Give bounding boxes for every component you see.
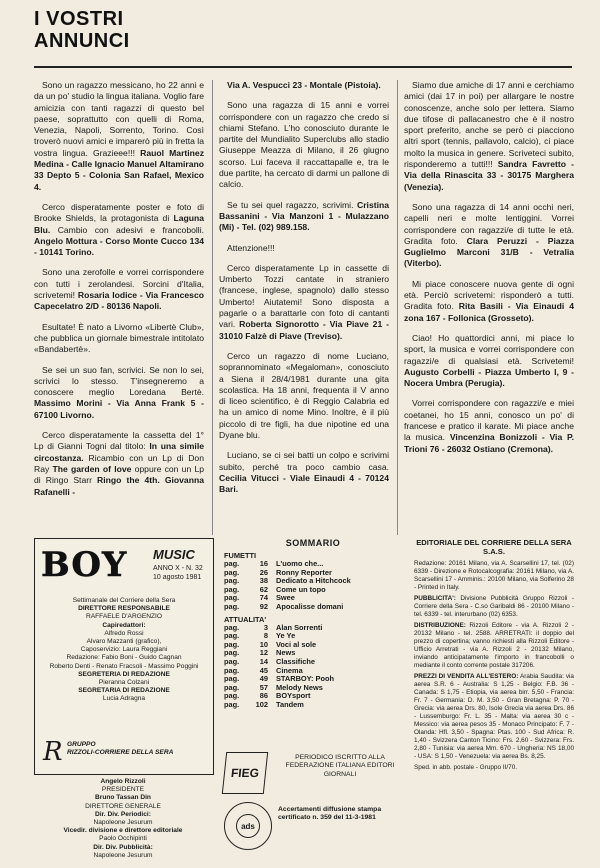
sommario-pag: pag. bbox=[224, 601, 240, 611]
ad-contact: Ringo the 4th. Giovanna Rafanelli - bbox=[34, 475, 204, 497]
ad-contact: Cristina Bassanini - Via Manzoni 1 - Mulazzano (Mi) - Tel. (02) 989.158. bbox=[219, 199, 389, 233]
sommario-page-number: 57 bbox=[259, 682, 268, 692]
sommario-list bbox=[224, 551, 402, 710]
sommario-page-number: 62 bbox=[259, 584, 268, 594]
ad-text: oppure con un Lp di Ringo Starr bbox=[34, 463, 204, 486]
sommario-entry-title: STARBOY: Pooh bbox=[276, 674, 335, 684]
ad-paragraph bbox=[34, 202, 204, 258]
management-line: Napoleone Jesurum bbox=[93, 819, 153, 827]
sommario-pag: pag. bbox=[224, 665, 240, 675]
ad-contact: In una simile circostanza. bbox=[34, 441, 204, 463]
sommario-page-number: 12 bbox=[259, 648, 268, 658]
fieg-notice: PERIODICO ISCRITTO ALLA FEDERAZIONE ITALIANA EDITORI GIORNALI bbox=[285, 754, 395, 778]
sommario-pag: pag. bbox=[224, 559, 240, 568]
sommario-entry-title: Voci al sole bbox=[276, 639, 317, 649]
ad-text: Sono una ragazza di 14 anni occhi neri, capelli neri e molte lentiggini. Vorrei corrispondere con ragazzi/e di tutte le età. Gradita foto. bbox=[404, 201, 574, 246]
sommario-entry-title: Swee bbox=[276, 593, 295, 603]
ad-paragraph bbox=[34, 80, 204, 193]
sommario-pag: pag. bbox=[224, 639, 240, 649]
sommario-page-number: 49 bbox=[259, 674, 268, 684]
editoriale-text: Arabia Saudita: via aerea S.R. 6 - Australia: S 1,25 - Belgio: F.B. 36 - Canada: S 1,75 - Etiopia, via aerea birr. 5,50 - Francia: Fr. 7 - Germania: D. M. 3,50 - Gran Bretagna: P. 70 - Grecia: via aerea Drs. 80, Isole Grecia via aerea Drs. 86 - Lussemburgo: Fr. L. 35 - Malta: via aerea 30 c - Messico: via aerea pesos 35 - Monaco Principato: F. 7 - Olanda: Hfl. 3,50 - Spagna: Ptas. 100 - Sud Africa: R. 1,40 - Svizzera Canton Ticino: Frs. 2,60 - Svizzera: Frs. 2,80 - Tunisia: via aerea Mm. 670 - Ungheria: NS 18,00 - USA: S 1,50 - Venezuela: via aerea Bs. 8,25. bbox=[414, 673, 574, 760]
staff-line: Alfredo Rossi bbox=[104, 629, 144, 637]
editoriale-text: Divisione Pubblicità Gruppo Rizzoli - Corriere della Sera - C.so Garibaldi 86 - 20100 Milano - tel. 6339 - tel. interurbano (02) 6353. bbox=[414, 595, 574, 618]
music-logo: MUSIC bbox=[153, 547, 195, 562]
ad-paragraph bbox=[404, 80, 574, 193]
sommario-row bbox=[224, 586, 402, 595]
masthead-section bbox=[34, 538, 574, 858]
ad-contact: Sandra Favretto - Via della Rinascita 33 - 30175 Marghera (Venezia). bbox=[404, 159, 574, 192]
management-line: Dir. Div. Periodici: bbox=[95, 810, 151, 818]
sommario-entry-title: News bbox=[276, 648, 296, 658]
sommario-entry-title: Ronny Reporter bbox=[276, 567, 332, 577]
sommario-pag: pag. bbox=[224, 691, 240, 701]
staff-line: DIRETTORE RESPONSABILE bbox=[78, 605, 170, 613]
top-divider bbox=[34, 66, 572, 68]
ad-text: Sono un ragazzo messicano, ho 22 anni e da un po' studio la lingua italiana. Voglio fare amicizia con tanti ragazzi di questo bel paese, soprattutto con quelli di Roma, Venezia, Napoli, Sorrento, Torino. Così troverò nuovi amici e imparerò più in fretta la vostra lingua. Grazieee!!! bbox=[34, 80, 204, 158]
ad-text: Cerco disperatamente poster e foto di Brooke Shields, la protagonista di bbox=[34, 201, 204, 224]
ad-text: Cambio con adesivi e francobolli. bbox=[57, 224, 205, 235]
sommario-row bbox=[224, 692, 402, 701]
page-title-line1: I VOSTRI bbox=[34, 8, 124, 30]
sommario-pag: pag. bbox=[224, 674, 240, 684]
sommario-page-number: 38 bbox=[259, 576, 268, 586]
ad-text: Ciao! Ho quattordici anni, mi piace lo sport, la musica e vorrei corrispondere con ragazzi/e di qualsiasi età. Scrivetemi! bbox=[404, 332, 574, 366]
sommario-entry-title: Come un topo bbox=[276, 584, 326, 594]
editoriale-info bbox=[414, 538, 574, 775]
ad-contact: Laguna Blu. bbox=[34, 213, 205, 235]
staff-line: Redazione: Fabio Boni - Guido Cagnan bbox=[66, 654, 182, 662]
sommario-entry-title: Ye Ye bbox=[276, 631, 296, 641]
ad-contact: Rauol Martinez Medina - Calle Ignacio Manuel Altamirano 33 Depto 5 - Colonia San Rafael, Mexico 4. bbox=[34, 147, 204, 192]
sommario-entry-title: Apocalisse domani bbox=[276, 601, 344, 611]
editoriale-paragraphs bbox=[414, 560, 574, 772]
ad-paragraph bbox=[404, 398, 574, 454]
page-title-line2: ANNUNCI bbox=[34, 30, 130, 52]
sommario-page-number: 3 bbox=[263, 622, 268, 632]
management-line: Angelo Rizzoli bbox=[100, 778, 146, 785]
ads-seal bbox=[224, 802, 272, 850]
ad-text: Attenzione!!! bbox=[227, 242, 275, 253]
sommario-row bbox=[224, 603, 402, 612]
sommario-entry-title: Melody News bbox=[276, 682, 323, 692]
ad-paragraph bbox=[404, 279, 574, 324]
sommario-title: SOMMARIO bbox=[285, 538, 341, 548]
ad-paragraph bbox=[34, 365, 204, 421]
management-line: Paolo Occhipinti bbox=[99, 835, 147, 843]
sommario-row bbox=[224, 641, 402, 650]
ad-contact: Vincenzina Bonizzoli - Via P. Trioni 76 - 26032 Ostiano (Cremona). bbox=[404, 432, 575, 454]
management-line: Bruno Tassan Din bbox=[95, 794, 151, 802]
ad-text: Vorrei corrispondere con ragazzi/e e miei coetanei, ho 15 anni, conosco un po' di francese e pratico il karate. Mi piace anche la musica. bbox=[404, 398, 574, 443]
gruppo-text bbox=[67, 741, 173, 757]
sommario-entry-title: Tandem bbox=[276, 699, 304, 709]
sommario-section-title: ATTUALITA' bbox=[224, 614, 267, 624]
management-line: Vicedir. divisione e direttore editoriale bbox=[63, 827, 183, 835]
staff-line: SEGRETARIA DI REDAZIONE bbox=[78, 687, 170, 695]
sommario-pag: pag. bbox=[224, 622, 240, 632]
management-line: Napoleone Jesurum bbox=[93, 851, 153, 859]
sommario-entry-title: L'uomo che... bbox=[276, 559, 324, 568]
staff-line: RAFFAELE D'ARGENZIO bbox=[85, 613, 162, 621]
gruppo-rizzoli-logo bbox=[41, 739, 207, 765]
ads-seal-inner: ads bbox=[236, 814, 260, 838]
ad-contact: Rita Basili - Via Einaudi 4 zona 167 - Follonica (Grosseto). bbox=[404, 301, 575, 323]
ad-paragraph bbox=[404, 333, 574, 389]
staff-line: SEGRETERIA DI REDAZIONE bbox=[78, 670, 170, 678]
editoriale-label: PREZZI DI VENDITA ALL'ESTERO: bbox=[414, 673, 519, 680]
gruppo-line2: RIZZOLI-CORRIERE DELLA SERA bbox=[67, 749, 174, 756]
ad-text: Mi piace conoscere nuova gente di ogni età. Perciò scrivetemi: risponderò a tutti. Gradita foto. bbox=[404, 278, 574, 312]
ad-text: Cerco disperatamente la cassetta del 1° Lp di Gianni Togni dal titolo: bbox=[34, 430, 204, 452]
sommario-entry-title: Classifiche bbox=[276, 656, 316, 666]
ad-text: Ricambio con un Lp di Don Ray bbox=[34, 452, 204, 474]
sommario-page-number: 14 bbox=[259, 656, 268, 666]
ad-paragraph bbox=[219, 80, 389, 91]
ad-contact: Via A. Vespucci 23 - Montale (Pistoia). bbox=[227, 80, 381, 90]
ad-contact: Clara Peruzzi - Piazza Guglielmo Marconi 31/B - Vetralia (Viterbo). bbox=[404, 235, 574, 269]
sommario-pag: pag. bbox=[224, 648, 240, 658]
fieg-logo: FIEG bbox=[222, 752, 268, 794]
editoriale-paragraph bbox=[414, 595, 574, 619]
sommario-page-number: 45 bbox=[259, 665, 268, 675]
editoriale-label: PUBBLICITA': bbox=[414, 595, 456, 602]
sommario-pag: pag. bbox=[224, 567, 240, 577]
editoriale-text: Sped. in abb. postale - Gruppo II/70. bbox=[414, 764, 518, 771]
ad-paragraph bbox=[34, 267, 204, 312]
ad-paragraph bbox=[219, 200, 389, 234]
issue-info bbox=[153, 564, 203, 582]
column-3 bbox=[404, 80, 574, 464]
editoriale-text: Rizzoli Editore - via A. Rizzoli 2 - 20132 Milano - tel. 2588. ARRETRATI: il doppio del prezzo di copertina; vanno richiesti alla Rizzoli Editore - Ufficio Arretrati - via A. Rizzoli 2 - 20132 Milano, inviando anticipatamente l'importo in francobolli o mediante il conto corrente postale 317206. bbox=[414, 622, 574, 669]
sommario-row bbox=[224, 684, 402, 693]
editoriale-text: Redazione: 20161 Milano, via A. Scarsellini 17, tel. (02) 6339 - Direzione e Rotocalcografia: 20161 Milano, via A. Scarsellini 17 - Amminis.: 20100 Milano, via Solferino 28 - Printed in Italy. bbox=[414, 560, 574, 591]
editoriale-paragraph bbox=[414, 673, 574, 761]
ad-text: Cerco un ragazzo di nome Luciano, soprannominato «Megaloman», conosciuto a Siena il 28/4/1981 durante una gita scolastica. Ha 18 anni, frequenta il V anno di liceo scientifico, è di Reggio Calabria ed ha un amico di nome Mino. Inoltre, è il più piccolo di tre figli, ha due nipotine ed una Dyane blu. bbox=[219, 350, 389, 441]
management-line: DIRETTORE GENERALE bbox=[85, 802, 161, 810]
management-line: Dir. Div. Pubblicità: bbox=[93, 843, 153, 851]
editoriale-title: EDITORIALE DEL CORRIERE DELLA SERA S.A.S. bbox=[416, 538, 572, 556]
sommario-pag: pag. bbox=[224, 699, 240, 709]
sommario-pag: pag. bbox=[224, 682, 240, 692]
page-title bbox=[34, 8, 234, 52]
staff-line: Capiredattori: bbox=[102, 621, 146, 629]
staff-line: Caposervizio: Laura Reggiani bbox=[80, 646, 168, 654]
sommario-pag: pag. bbox=[224, 631, 240, 641]
column-2 bbox=[219, 80, 389, 505]
staff-line: Alvaro Mazzanti (grafico), bbox=[86, 638, 162, 646]
gruppo-line1: GRUPPO bbox=[67, 741, 96, 748]
sommario-pag: pag. bbox=[224, 656, 240, 666]
staff-list bbox=[39, 597, 209, 704]
ad-paragraph bbox=[219, 100, 389, 190]
ad-text: Se sei un suo fan, scrivici. Se non lo sei, scrivici lo stesso. T'insegneremo a conoscere meglio Loredana Bertè. bbox=[34, 364, 204, 398]
sommario-section-title: FUMETTI bbox=[224, 551, 257, 560]
ad-text: Cerco disperatamente Lp in cassette di Umberto Tozzi cantate in straniero (francese, inglese, spagnolo) dallo stesso Umberto! Aiutatemi! Sono disposta a pagarle o a barattarle con foto di cantanti vari. bbox=[219, 262, 389, 330]
ad-text: Esultate! È nato a Livorno «Libertè Club», che pubblica un giornale bimestrale intitolato «Bandabertè». bbox=[34, 321, 204, 355]
sommario-page-number: 8 bbox=[263, 631, 268, 641]
ad-paragraph bbox=[219, 263, 389, 342]
sommario-page-number: 16 bbox=[259, 559, 268, 568]
ad-paragraph bbox=[219, 351, 389, 441]
ads-certificate-text: Accertamenti diffusione stampa certificato n. 359 del 11-3-1981 bbox=[278, 806, 382, 822]
editoriale-paragraph bbox=[414, 560, 574, 592]
ad-paragraph bbox=[404, 202, 574, 270]
ad-text: Sono una zerofolle e vorrei corrispondere con tutti i zerolandesi. Sorcini d'Italia, scrivetemi! bbox=[34, 267, 204, 301]
sommario bbox=[224, 538, 402, 710]
ad-paragraph bbox=[219, 450, 389, 495]
sommario-entry-title: BOYsport bbox=[276, 691, 311, 701]
ad-contact: Augusto Corbelli - Piazza Umberto I, 9 - Nocera Umbra (Perugia). bbox=[404, 366, 574, 389]
ad-text: Sono una ragazza di 15 anni e vorrei corrispondere con un ragazzo che credo si chiami Stefano. L'ho conosciuto durante le partite del Mundialito Superclubs allo stadio Giuseppe Meazza di Milano, il 26 giugno scorso. Lui faceva il raccattapalle e, tra le due partite, ha cercato di darmi un pallone di calcio. bbox=[219, 100, 389, 190]
rizzoli-r-mark: R bbox=[43, 737, 63, 767]
column-1 bbox=[34, 80, 204, 507]
management-list bbox=[34, 778, 212, 860]
issue-number: ANNO X - N. 32 bbox=[153, 565, 203, 572]
sommario-entry-title: Cinema bbox=[276, 665, 303, 675]
issue-date: 10 agosto 1981 bbox=[153, 574, 202, 581]
ad-paragraph bbox=[34, 322, 204, 356]
sommario-row bbox=[224, 658, 402, 667]
editoriale-paragraph bbox=[414, 764, 574, 772]
sommario-pag: pag. bbox=[224, 576, 240, 586]
staff-line: Roberto Denti - Renato Fracsoli - Massimo Poggini bbox=[49, 662, 199, 670]
sommario-page-number: 74 bbox=[259, 593, 268, 603]
sommario-entry-title: Dedicato a Hitchcock bbox=[276, 576, 351, 586]
ad-text: Luciano, se ci sei batti un colpo e scrivimi subito, perché tra poco cambio casa. bbox=[219, 450, 389, 472]
staff-line: Settimanale del Corriere della Sera bbox=[72, 597, 176, 604]
staff-line: Lucia Adragna bbox=[102, 695, 146, 703]
sommario-page-number: 26 bbox=[259, 567, 268, 577]
boy-logo: BOY bbox=[41, 545, 128, 585]
sommario-page-number: 92 bbox=[259, 601, 268, 611]
ad-contact: Cecilia Vitucci - Viale Einaudi 4 - 70124 Bari. bbox=[219, 472, 389, 495]
masthead-box bbox=[34, 538, 214, 775]
editoriale-paragraph bbox=[414, 622, 574, 670]
ad-paragraph bbox=[34, 430, 204, 498]
editoriale-label: DISTRIBUZIONE: bbox=[414, 622, 466, 629]
ad-contact: Roberta Signorotto - Via Piave 21 - 31010 Falzè di Piave (Treviso). bbox=[219, 319, 390, 341]
ad-contact: Massimo Morini - Via Anna Frank 5 - 67100 Livorno. bbox=[34, 398, 204, 420]
sommario-page-number: 102 bbox=[255, 699, 268, 709]
ads-columns bbox=[34, 80, 574, 535]
ad-contact: Rosaria Iodice - Via Francesco Capecelatro 2/D - 80136 Napoli. bbox=[34, 290, 204, 312]
sommario-row bbox=[224, 624, 402, 633]
sommario-row bbox=[224, 701, 402, 710]
ad-text: Siamo due amiche di 17 anni e cerchiamo amici (dai 17 in poi) per allargare le nostre conoscenze, anche solo per lettera. Siamo due tifose di pallacanestro che è il nostro sport preferito, anche se però ci piacciono altri sport (tennis, pallavolo, calcio), ci piace molto la musica in genere. Scriveteci subito, risponderemo a tutti!!! bbox=[404, 80, 574, 170]
ad-paragraph bbox=[219, 243, 389, 254]
management-line: PRESIDENTE bbox=[101, 786, 145, 794]
sommario-page-number: 10 bbox=[259, 639, 268, 649]
sommario-entry-title: Alan Sorrenti bbox=[276, 622, 323, 632]
sommario-pag: pag. bbox=[224, 593, 240, 603]
ad-contact: The garden of love bbox=[52, 463, 132, 474]
sommario-page-number: 86 bbox=[259, 691, 268, 701]
ad-text: Se tu sei quel ragazzo, scrivimi. bbox=[227, 199, 354, 210]
sommario-pag: pag. bbox=[224, 584, 240, 594]
ad-contact: Angelo Mottura - Corso Monte Cucco 134 - 10141 Torino. bbox=[34, 235, 204, 258]
staff-line: Pieranna Colzani bbox=[98, 679, 150, 687]
